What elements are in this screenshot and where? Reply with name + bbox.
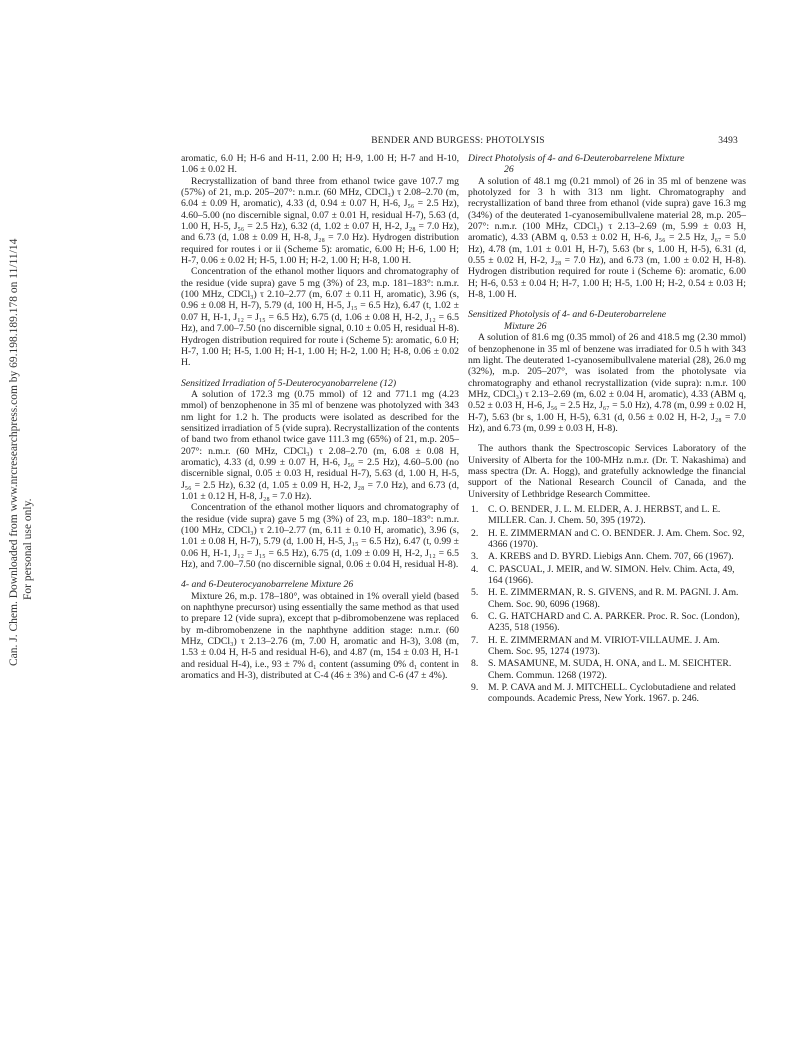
- body-paragraph: A solution of 172.3 mg (0.75 mmol) of 12 and 771.1 mg (4.23 mmol) of benzophenone in 35 ml of benzene was photolyzed with 343 nm light for 1.2 h. The products were isolated as described for the sensitized irradiation of 5 (vide supra). Recrystallization of the contents of band two from ethanol twice gave 111.3 mg (65%) of 21, m.p. 205–207°: n.m.r. (60 MHz, CDCl₃) τ 2.08–2.70 (m, 6.08 ± 0.08 H, aromatic), 4.33 (d, 0.99 ± 0.07 H, H-6, J₅₆ = 2.5 Hz), 4.60–5.00 (no discernible signal, 0.05 ± 0.03 H, residual H-7), 5.63 (d, 1.00 H, H-5, J₅₆ = 2.5 Hz), 6.32 (d, 1.05 ± 0.09 H, H-2, J₂₈ = 7.0 Hz), and 6.73 (d, 1.01 ± 0.12 H, H-8, J₂₈ = 7.0 Hz).: [181, 388, 459, 502]
- section-heading-continued: Mixture 26: [504, 320, 547, 332]
- reference-item: [468, 635, 746, 658]
- spacer: [468, 300, 746, 309]
- reference-number: 5.: [471, 587, 479, 599]
- reference-text: H. E. ZIMMERMAN and M. VIRIOT-VILLAUME. J. Am. Chem. Soc. 95, 1274 (1973).: [488, 634, 720, 658]
- body-paragraph: Concentration of the ethanol mother liquors and chromatography of the residue (vide supra) gave 5 mg (3%) of 23, m.p. 181–183°: n.m.r. (100 MHz, CDCl₃) τ 2.10–2.77 (m, 6.07 ± 0.11 H, aromatic), 3.96 (s, 0.96 ± 0.08 H, H-7), 5.79 (d, 100 H, H-5, J₁₅ = 6.5 Hz), 6.47 (t, 1.02 ± 0.07 H, H-1, J₁₂ = J₁₅ = 6.5 Hz), 6.75 (d, 1.06 ± 0.08 H, H-2, J₁₂ = 6.5 Hz), and 7.00–7.50 (no discernible signal, 0.10 ± 0.05 H, residual H-8). Hydrogen distribution required for route i (Scheme 5): aromatic, 6.0 H; H-7, 1.00 H; H-5, 1.00 H; H-1, 1.00 H; H-2, 1.00 H; H-8, 0.06 ± 0.02 H.: [181, 266, 459, 369]
- body-paragraph: Mixture 26, m.p. 178–180°, was obtained in 1% overall yield (based on naphthyne precursor) using essentially the same method as that used to prepare 12 (vide supra), except that p-dibromobenzene was replaced by m-dibromobenzene in the naphthyne addition stage: n.m.r. (60 MHz, CDCl₃) τ 2.13–2.76 (m, 7.00 H, aromatic and H-3), 3.08 (m, 1.53 ± 0.04 H, H-5 and residual H-6), and 4.87 (m, 154 ± 0.03 H, H-1 and residual H-4), i.e., 93 ± 7% d₁ content (assuming 0% d₁ content in aromatics and H-3), distributed at C-4 (46 ± 3%) and C-6 (47 ± 4%).: [181, 590, 459, 682]
- reference-item: [468, 564, 746, 587]
- reference-item: [468, 551, 746, 562]
- spacer: [468, 434, 746, 443]
- section-heading: Sensitized Photolysis of 4- and 6-Deuterobarrelene: [468, 309, 667, 321]
- reference-list: [468, 504, 746, 705]
- download-watermark: [0, 0, 34, 1051]
- running-head: [178, 136, 738, 150]
- reference-number: 2.: [471, 527, 479, 539]
- reference-text: C. PASCUAL, J. MEIR, and W. SIMON. Helv. Chim. Acta, 49, 164 (1966).: [488, 563, 735, 587]
- page-number: 3493: [718, 136, 738, 146]
- spacer: [181, 369, 459, 378]
- reference-item: [468, 682, 746, 705]
- left-column: [181, 153, 459, 681]
- watermark-line-2: For personal use only.: [22, 498, 34, 600]
- body-paragraph: A solution of 48.1 mg (0.21 mmol) of 26 in 35 ml of benzene was photolyzed for 3 h with 313 nm light. Chromatography and recrystallization of band three from ethanol (vide supra) gave 16.3 mg (34%) of the deuterated 1-cyanosemibullvalene material 28, m.p. 205–207°: n.m.r. (100 MHz, CDCl₃) τ 2.13–2.69 (m, 5.99 ± 0.03 H, aromatic), 4.33 (ABM q, 0.53 ± 0.02 H, H-6, J₅₆ = 2.5 Hz, J₆₇ = 5.0 Hz), 4.78 (m, 1.01 ± 0.01 H, H-7), 5.63 (br s, 1.00 H, H-5), 6.31 (d, 0.55 ± 0.02 H, H-2, J₂₈ = 7.0 Hz), and 6.73 (m, 1.00 ± 0.02 H, H-8). Hydrogen distribution required for route i (Scheme 6): aromatic, 6.00 H; H-6, 0.53 ± 0.04 H; H-7, 1.00 H; H-5, 1.00 H; H-2, 0.54 ± 0.03 H; H-8, 1.00 H.: [468, 175, 746, 301]
- reference-item: [468, 587, 746, 610]
- reference-text: C. O. BENDER, J. L. M. ELDER, A. J. HERBST, and L. E. MILLER. Can. J. Chem. 50, 395 (1972).: [488, 503, 721, 527]
- reference-item: [468, 528, 746, 551]
- reference-item: [468, 658, 746, 681]
- right-column: [468, 153, 746, 706]
- body-paragraph: A solution of 81.6 mg (0.35 mmol) of 26 and 418.5 mg (2.30 mmol) of benzophenone in 35 ml of benzene was irradiated for 0.5 h with 343 nm light. The deuterated 1-cyanosemibullvalene material (28), 26.0 mg (32%), m.p. 205–207°, was isolated from the photolysate via chromatography and ethanol recrystallization (vide supra): n.m.r. 100 MHz, CDCl₃) τ 2.13–2.69 (m, 6.02 ± 0.04 H, aromatic), 4.33 (ABM q, 0.52 ± 0.03 H, H-6, J₅₆ = 2.5 Hz, J₆₇ = 5.0 Hz), 4.78 (m, 0.99 ± 0.02 H, H-7), 5.63 (br s, 1.00 H, H-5), 6.31 (d, 0.56 ± 0.02 H, H-2, J₂₈ = 7.0 Hz), and 6.73 (m, 0.99 ± 0.03 H, H-8).: [468, 332, 746, 434]
- body-paragraph: aromatic, 6.0 H; H-6 and H-11, 2.00 H; H-9, 1.00 H; H-7 and H-10, 1.06 ± 0.02 H.: [181, 153, 459, 176]
- reference-number: 8.: [471, 658, 479, 670]
- spacer: [181, 570, 459, 579]
- reference-text: C. G. HATCHARD and C. A. PARKER. Proc. R. Soc. (London), A235, 518 (1956).: [488, 611, 740, 634]
- section-heading: Sensitized Irradiation of 5-Deuterocyanobarrelene (12): [181, 377, 397, 389]
- reference-number: 3.: [471, 551, 479, 563]
- section-heading: 4- and 6-Deuterocyanobarrelene Mixture 26: [181, 579, 354, 591]
- reference-number: 9.: [471, 682, 479, 694]
- reference-number: 7.: [471, 634, 479, 646]
- reference-text: H. E. ZIMMERMAN, R. S. GIVENS, and R. M. PAGNI. J. Am. Chem. Soc. 90, 6096 (1968).: [488, 587, 739, 610]
- reference-text: A. KREBS and D. BYRD. Liebigs Ann. Chem. 707, 66 (1967).: [488, 551, 734, 563]
- reference-text: S. MASAMUNE, M. SUDA, H. ONA, and L. M. SEICHTER. Chem. Commun. 1268 (1972).: [488, 658, 732, 681]
- reference-text: H. E. ZIMMERMAN and C. O. BENDER. J. Am. Chem. Soc. 92, 4366 (1970).: [488, 527, 745, 550]
- reference-number: 1.: [471, 503, 479, 515]
- body-paragraph: Recrystallization of band three from ethanol twice gave 107.7 mg (57%) of 21, m.p. 205–207°: n.m.r. (60 MHz, CDCl₃) τ 2.08–2.70 (m, 6.04 ± 0.09 H, aromatic), 4.33 (d, 0.94 ± 0.07 H, H-6, J₅₆ = 2.5 Hz), 4.60–5.00 (no discernible signal, 0.07 ± 0.01 H, residual H-7), 5.63 (d, 1.00 H, H-5, J₅₆ = 2.5 Hz), 6.32 (d, 1.02 ± 0.07 H, H-2, J₂₈ = 7.0 Hz), and 6.73 (d, 1.08 ± 0.09 H, H-8, J₂₈ = 7.0 Hz). Hydrogen distribution required for routes i or ii (Scheme 5): aromatic, 6.00 H; H-6, 1.00 H; H-7, 0.06 ± 0.02 H; H-5, 1.00 H; H-2, 1.00 H; H-8, 1.00 H.: [181, 175, 459, 267]
- section-heading: Direct Photolysis of 4- and 6-Deuterobarrelene Mixture: [468, 153, 685, 164]
- body-paragraph: The authors thank the Spectroscopic Services Laboratory of the University of Alberta for the 100-MHz n.m.r. (Dr. T. Nakashima) and mass spectra (Dr. A. Hogg), and gratefully acknowledge the financial support of the National Research Council of Canada, and the University of Lethbridge Research Committee.: [468, 443, 746, 500]
- reference-text: M. P. CAVA and M. J. MITCHELL. Cyclobutadiene and related compounds. Academic Press, New York. 1967. p. 246.: [488, 682, 736, 705]
- watermark-line-1: Can. J. Chem. Downloaded from www.nrcresearchpress.com by 69.198.189.178 on 11/11/14: [8, 238, 20, 666]
- body-paragraph: Concentration of the ethanol mother liquors and chromatography of the residue (vide supra) gave 5 mg (3%) of 23, m.p. 180–183°: n.m.r. (100 MHz, CDCl₃) τ 2.10–2.77 (m, 6.11 ± 0.10 H, aromatic), 3.96 (s, 1.01 ± 0.08 H, H-7), 5.79 (d, 1.00 H, H-5, J₁₅ = 6.5 Hz), 6.47 (t, 0.99 ± 0.06 H, H-1, J₁₂ = J₁₅ = 6.5 Hz), 6.75 (d, 1.09 ± 0.09 H, H-2, J₁₂ = 6.5 Hz), and 7.00–7.50 (no discernible signal, 0.06 ± 0.04 H, residual H-8).: [181, 502, 459, 571]
- reference-number: 6.: [471, 611, 479, 623]
- reference-item: [468, 504, 746, 527]
- running-head-title: BENDER AND BURGESS: PHOTOLYSIS: [371, 136, 545, 146]
- right-column-body: [468, 153, 746, 504]
- reference-item: [468, 611, 746, 634]
- section-heading-continued: 26: [504, 164, 514, 176]
- reference-number: 4.: [471, 563, 479, 575]
